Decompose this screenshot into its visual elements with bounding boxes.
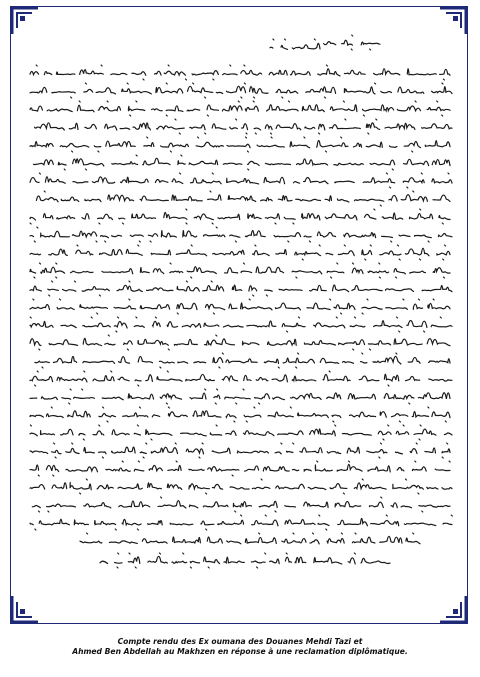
handwriting-line	[30, 173, 452, 188]
handwriting-line	[324, 35, 380, 50]
handwriting-line	[30, 425, 452, 440]
handwriting-line	[30, 407, 450, 422]
handwriting-line	[30, 263, 450, 278]
handwriting-line	[30, 281, 452, 296]
handwriting-line	[30, 101, 450, 116]
handwriting-line	[80, 533, 420, 544]
handwriting-line	[30, 209, 450, 224]
handwriting-line	[30, 335, 450, 350]
handwriting-line	[30, 245, 450, 260]
handwritten-letter-image	[20, 30, 460, 600]
handwriting-line	[30, 137, 450, 152]
handwriting-line	[30, 515, 452, 530]
handwriting-line	[30, 443, 450, 458]
handwriting-line	[30, 299, 450, 314]
handwriting-line	[270, 39, 320, 49]
handwriting-line	[34, 155, 451, 170]
handwriting-line	[30, 371, 452, 386]
handwriting-line	[36, 191, 450, 206]
handwriting-line	[35, 119, 453, 134]
handwriting-line	[30, 479, 452, 494]
caption-line-2: Ahmed Ben Abdellah au Makhzen en réponse à une reclamation diplômatique.	[72, 647, 408, 656]
caption-line-1: Compte rendu des Ex oumana des Douanes Mehdi Tazi et	[117, 637, 363, 646]
document-caption	[0, 637, 480, 657]
handwriting-line	[100, 553, 390, 568]
handwriting-line	[30, 461, 450, 476]
handwriting-line	[35, 353, 450, 368]
handwriting-line	[30, 389, 450, 404]
handwriting-line	[30, 227, 452, 242]
handwriting-line	[30, 317, 452, 332]
handwriting-line	[30, 83, 452, 98]
handwriting-line	[32, 497, 450, 512]
handwriting-line	[30, 65, 450, 80]
